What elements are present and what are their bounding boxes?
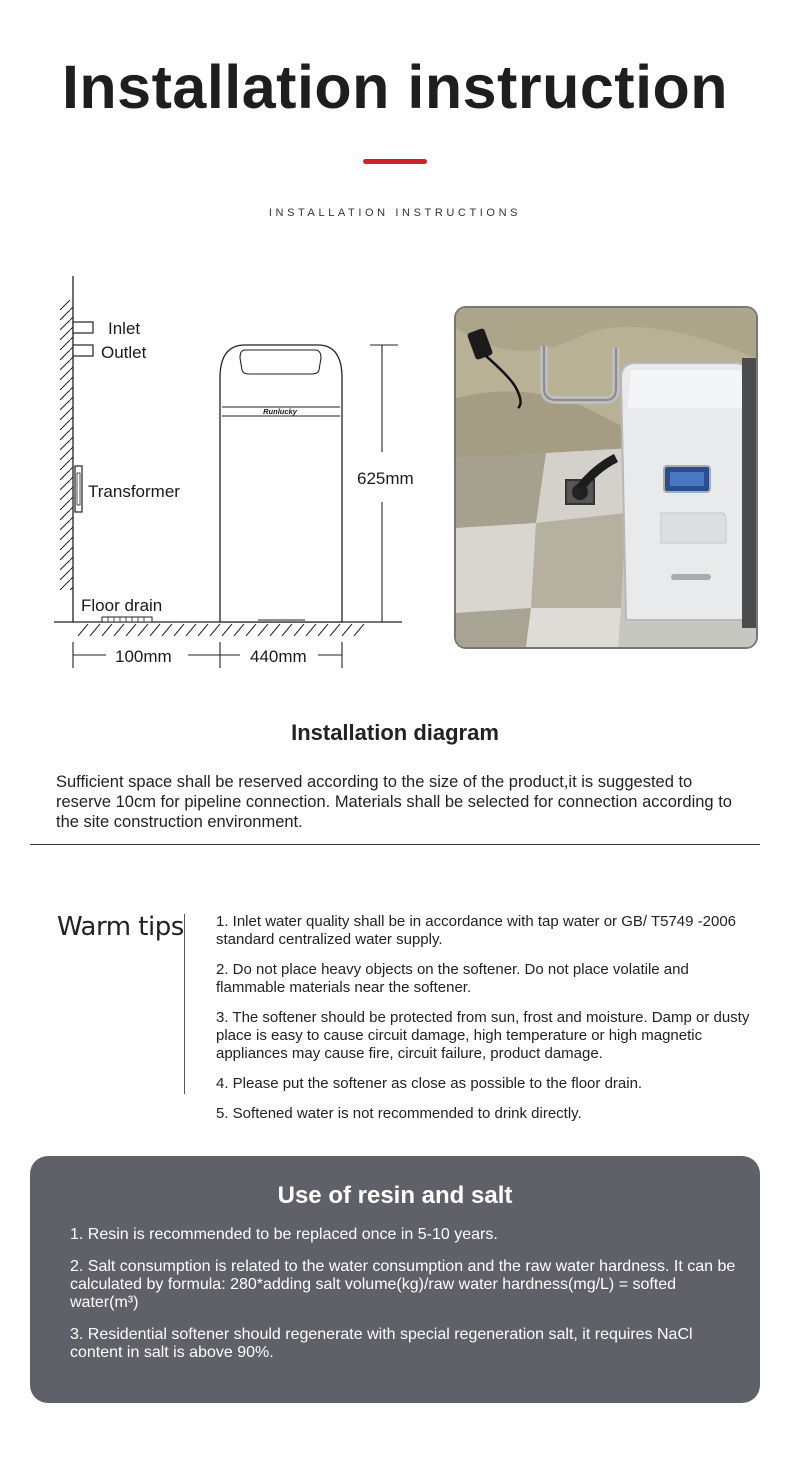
wall-distance-label: 100mm [115, 647, 172, 666]
softener-outline [220, 345, 342, 622]
installation-diagram-title: Installation diagram [291, 720, 499, 745]
section-divider [30, 844, 760, 845]
tip-item: 1. Inlet water quality shall be in accordance with tap water or GB/ T5749 -2006 standard centralized water supply. [216, 913, 737, 948]
outlet-label: Outlet [101, 343, 147, 362]
installation-diagram [40, 270, 420, 680]
tip-item: 3. The softener should be protected from sun, frost and moisture. Damp or dusty place is easy to cause circuit damage, high temperature or high magnetic appliances may cause fire, circuit failure, product damage. [216, 1009, 750, 1062]
page-subtitle: INSTALLATION INSTRUCTIONS [268, 207, 522, 219]
brand-label: Runlucky [263, 407, 297, 416]
resin-salt-list [70, 1226, 740, 1376]
resin-item: 3. Residential softener should regenerate with special regeneration salt, it requires NaCl content in salt is above 90%. [70, 1326, 693, 1361]
tip-item: 5. Softened water is not recommended to drink directly. [216, 1105, 582, 1122]
height-label: 625mm [357, 469, 414, 488]
warm-tips-list [216, 913, 756, 1135]
floor-drain-marker [102, 617, 152, 622]
width-label: 440mm [250, 647, 307, 666]
resin-salt-panel [30, 1156, 760, 1403]
installation-photo-illustration [456, 308, 756, 647]
warm-tips-heading: Warm tips [57, 912, 184, 942]
tip-item: 2. Do not place heavy objects on the softener. Do not place volatile and flammable materials near the softener. [216, 961, 689, 996]
inlet-label: Inlet [108, 319, 141, 338]
tip-item: 4. Please put the softener as close as possible to the floor drain. [216, 1075, 643, 1092]
page-title: Installation instruction [61, 53, 729, 121]
outlet-marker [73, 345, 93, 356]
product-photo [454, 306, 758, 649]
resin-salt-title: Use of resin and salt [277, 1182, 513, 1209]
resin-item: 2. Salt consumption is related to the water consumption and the raw water hardness. It can be calculated by formula: 280*adding salt volume(kg)/raw water hardness(mg/L) = softed water(m³) [70, 1258, 736, 1311]
floor [54, 622, 402, 636]
installation-description: Sufficient space shall be reserved according to the size of the product,it is suggested to reserve 10cm for pipeline connection. Materials shall be selected for connection according to the site construction environment. [56, 773, 732, 831]
floor-drain-label: Floor drain [81, 596, 163, 615]
resin-item: 1. Resin is recommended to be replaced once in 5-10 years. [70, 1226, 498, 1243]
wall [60, 276, 73, 622]
transformer-label: Transformer [88, 482, 180, 501]
tips-vertical-divider [184, 914, 185, 1094]
inlet-marker [73, 322, 93, 333]
accent-bar [363, 159, 427, 164]
